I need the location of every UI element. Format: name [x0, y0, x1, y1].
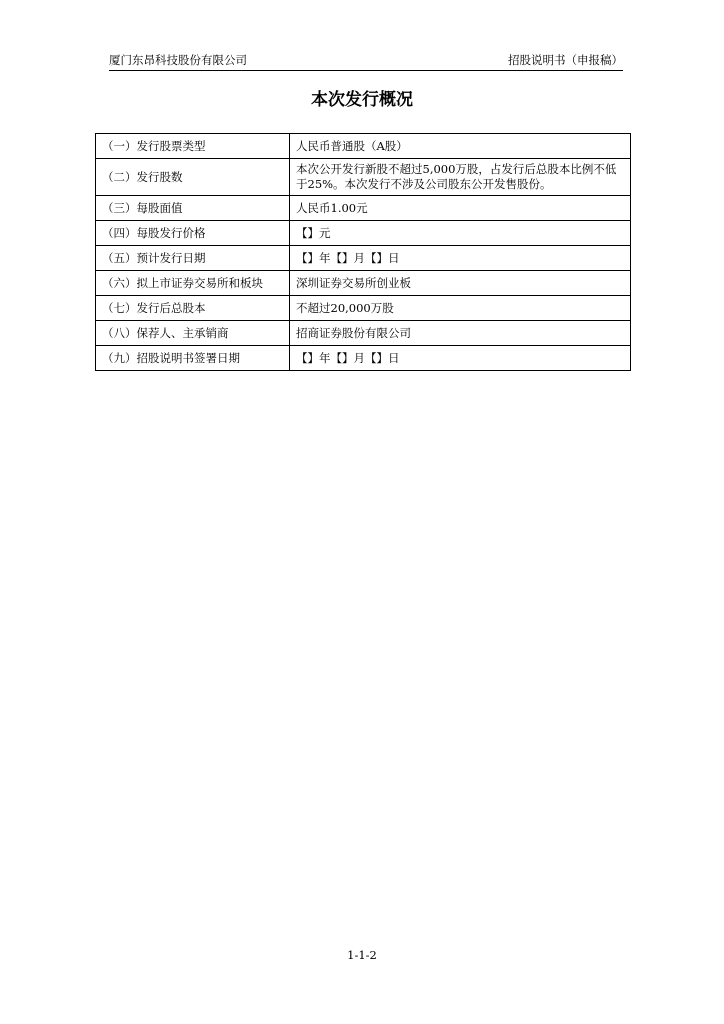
row-label: （一）发行股票类型	[96, 134, 290, 159]
row-label: （六）拟上市证券交易所和板块	[96, 271, 290, 296]
table-row	[96, 321, 631, 346]
table-row	[96, 246, 631, 271]
row-value: 【】元	[290, 221, 631, 246]
document-type: 招股说明书（申报稿）	[508, 53, 623, 67]
row-label: （八）保荐人、主承销商	[96, 321, 290, 346]
row-label: （七）发行后总股本	[96, 296, 290, 321]
row-value: 深圳证券交易所创业板	[290, 271, 631, 296]
page-header	[109, 50, 623, 71]
table-row	[96, 271, 631, 296]
row-label: （三）每股面值	[96, 196, 290, 221]
row-value: 本次公开发行新股不超过5,000万股，占发行后总股本比例不低于25%。本次发行不涉及公司股东公开发售股份。	[290, 159, 631, 196]
table-row	[96, 221, 631, 246]
table-row	[96, 346, 631, 371]
row-label: （五）预计发行日期	[96, 246, 290, 271]
row-value: 【】年【】月【】日	[290, 246, 631, 271]
table-row	[96, 134, 631, 159]
row-label: （九）招股说明书签署日期	[96, 346, 290, 371]
offering-overview-table	[95, 133, 631, 371]
table-row	[96, 196, 631, 221]
page-number: 1-1-2	[347, 948, 377, 962]
page-title: 本次发行概况	[311, 90, 413, 110]
row-value: 人民币普通股（A股）	[290, 134, 631, 159]
row-value: 人民币1.00元	[290, 196, 631, 221]
row-value: 【】年【】月【】日	[290, 346, 631, 371]
row-value: 招商证券股份有限公司	[290, 321, 631, 346]
table-row	[96, 159, 631, 196]
row-label: （四）每股发行价格	[96, 221, 290, 246]
row-label: （二）发行股数	[96, 159, 290, 196]
table-row	[96, 296, 631, 321]
company-name: 厦门东昂科技股份有限公司	[109, 53, 247, 67]
row-value: 不超过20,000万股	[290, 296, 631, 321]
